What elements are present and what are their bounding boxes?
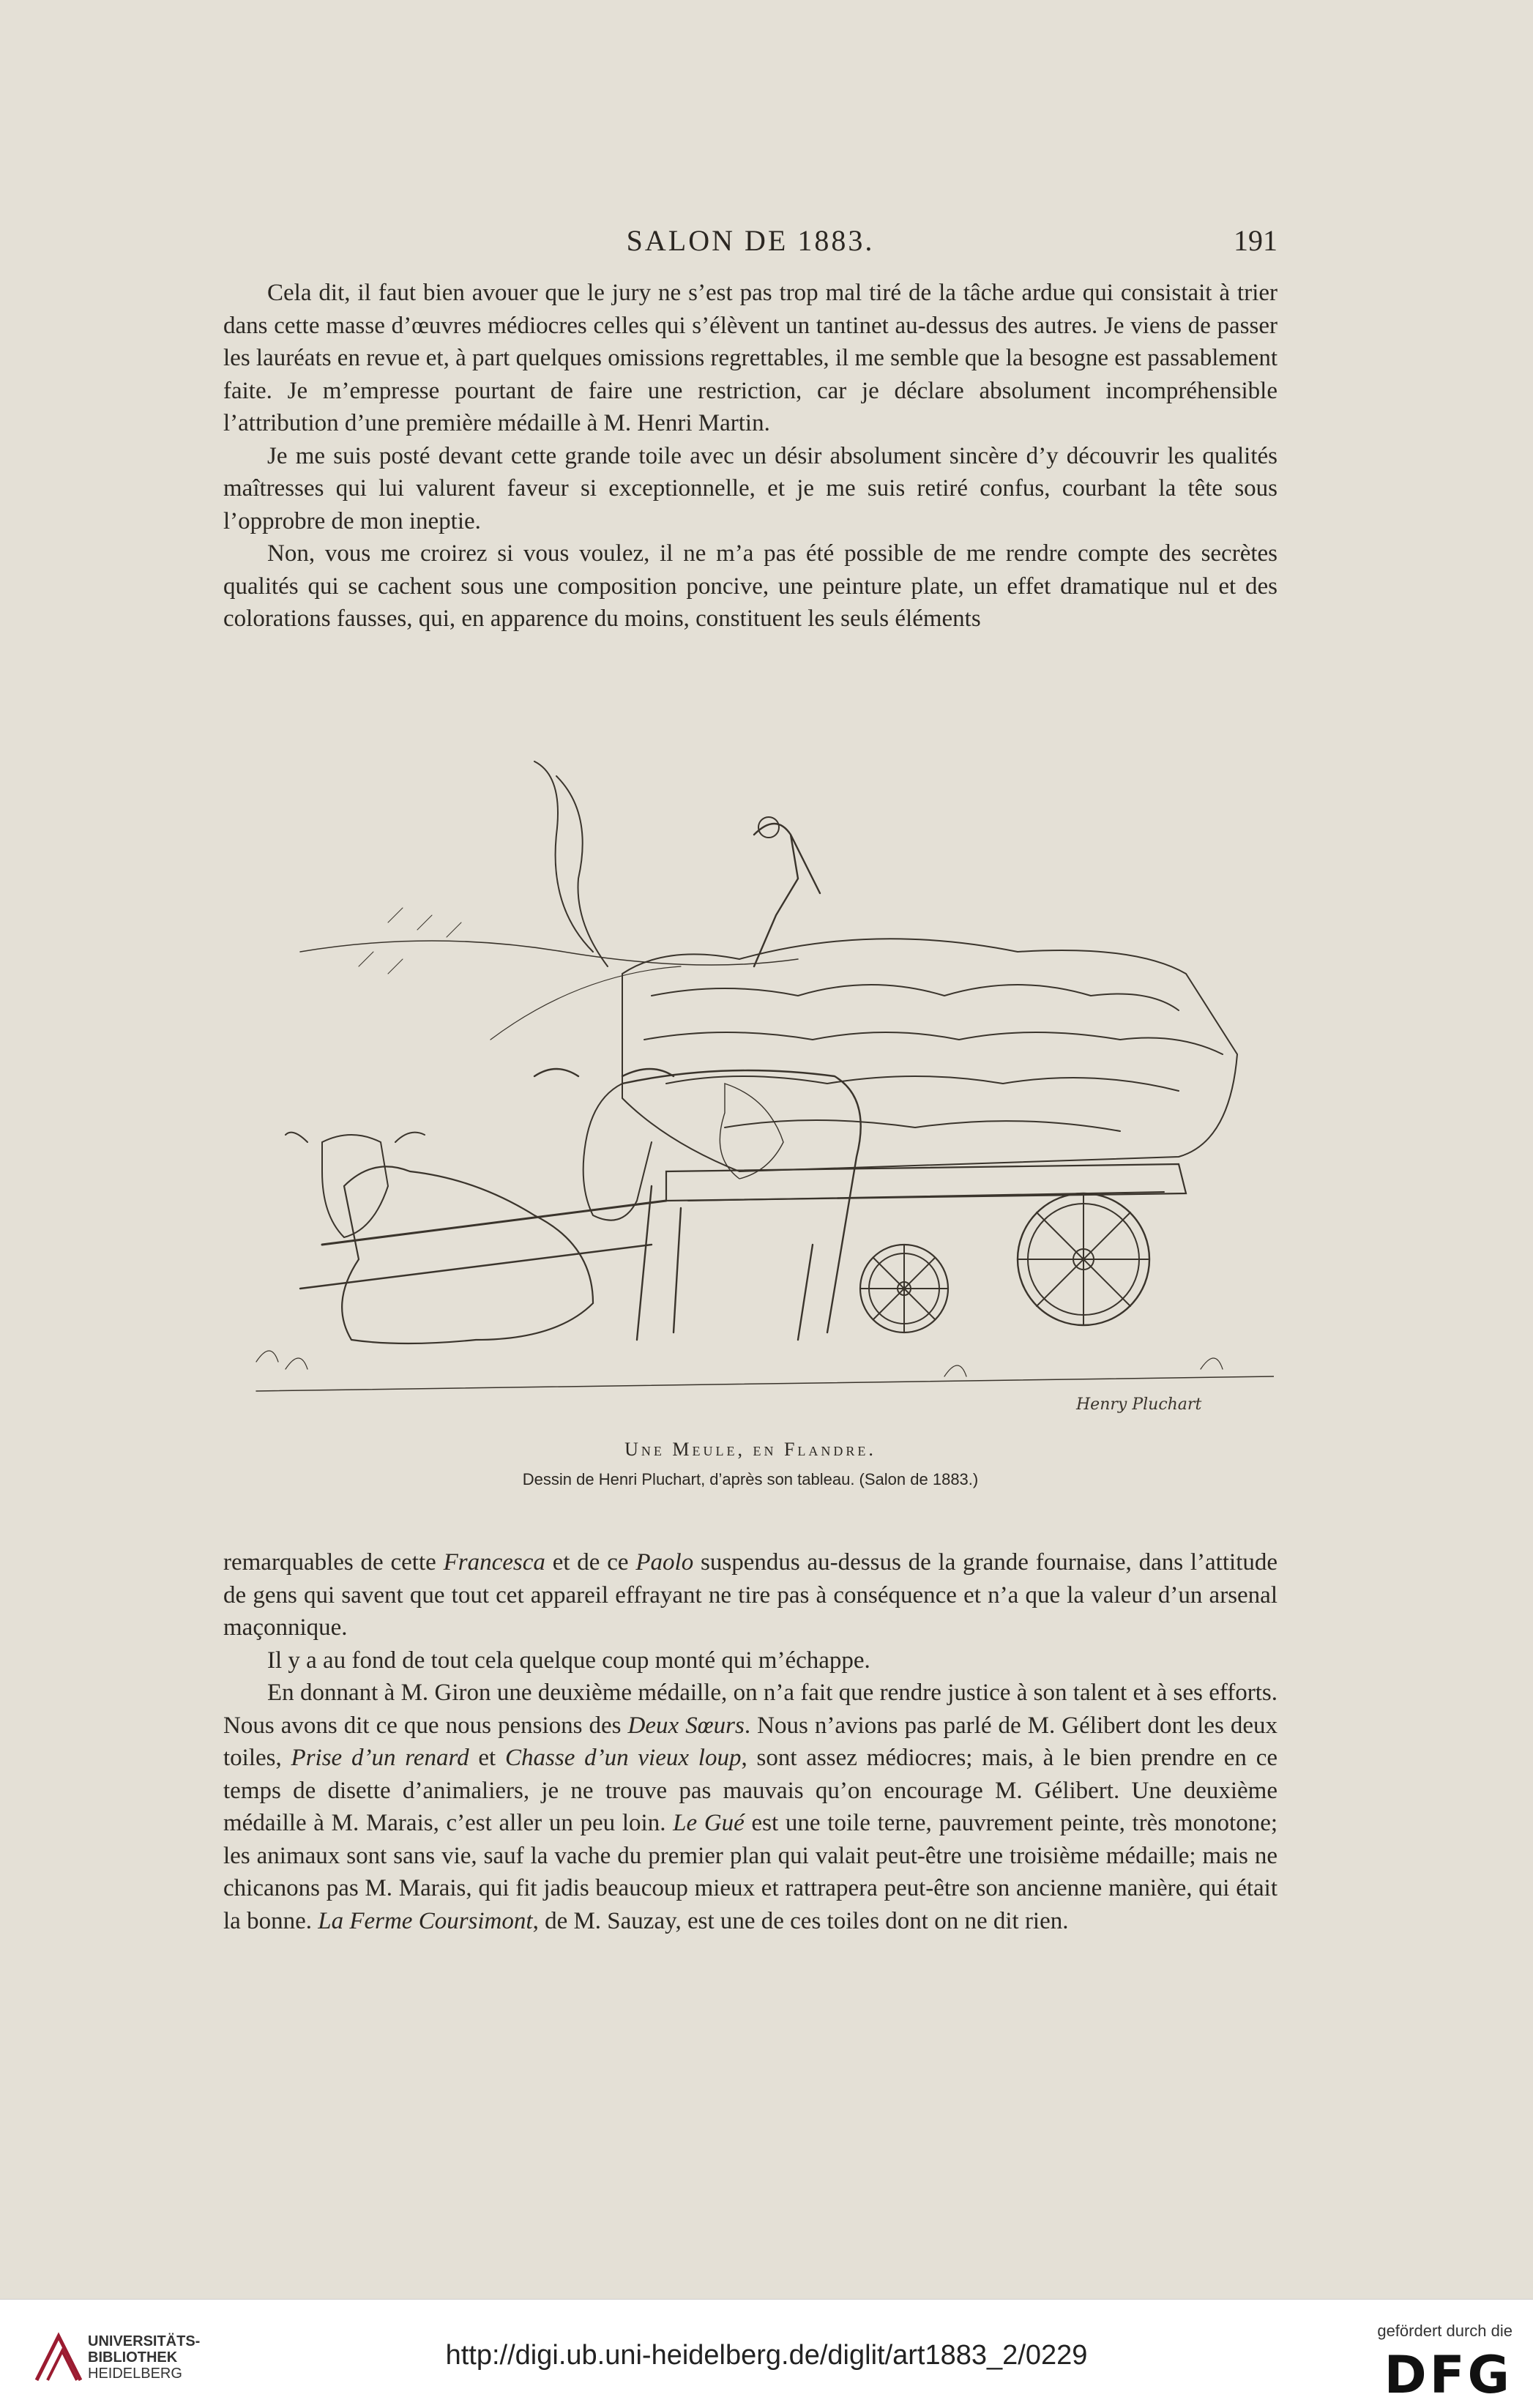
paragraph: Cela dit, il faut bien avouer que le jury ne s’est pas trop mal tiré de la tâche ardue qui consistait à trier dans cette masse d’œuvres médiocres celles qui s’élèvent un tantinet au-dessus des autres. Je viens de passer les lauréats en revue et, à part quelques omissions regrettables, il me semble que la besogne est passablement faite. Je m’empresse pourtant de faire une restriction, car je déclare absolument incompréhensible l’attribution d’une première médaille à M. Henri Martin. (223, 280, 1278, 436)
footer-bar (0, 2299, 1533, 2408)
artist-signature: Henry Pluchart (1076, 1395, 1202, 1414)
paragraph: remarquables de cette Francesca et de ce Paolo suspendus au-dessus de la grande fournaise, dans l’attitude de gens qui savent que tout cet appareil effrayant ne tire pas à conséquence et n’a que la valeur d’un arsenal maçonnique. (223, 1549, 1278, 1641)
dfg-logo: DFG (1384, 2345, 1513, 2405)
figure-caption-credit: Dessin de Henri Pluchart, d’après son tableau. (Salon de 1883.) (522, 1470, 979, 1488)
page-number: 191 (1234, 224, 1278, 257)
body-text-bottom (223, 1546, 1278, 1937)
paragraph: Je me suis posté devant cette grande toile avec un désir absolument sincère d’y découvrir les qualités maîtresses qui lui valurent faveur si exceptionnelle, et je me suis retiré confus, courbant la tête sous l’opprobre de mon ineptie. (223, 442, 1278, 534)
body-text-top (223, 277, 1278, 635)
library-name: UNIVERSITÄTS- BIBLIOTHEK HEIDELBERG (88, 2333, 201, 2382)
funding-note: gefördert durch die (1377, 2322, 1513, 2340)
running-title: SALON DE 1883. (626, 224, 875, 257)
source-url-link[interactable]: http://digi.ub.uni-heidelberg.de/diglit/art1883_2/0229 (445, 2340, 1088, 2371)
page-header (223, 223, 1278, 267)
paragraph: En donnant à M. Giron une deuxième médaille, on n’a fait que rendre justice à son talent et à ses efforts. Nous avons dit ce que nous pensions des Deux Sœurs. Nous n’avions pas parlé de M. Gélibert dont les deux toiles, Prise d’un renard et Chasse d’un vieux loup, sont assez médiocres; mais, à le bien prendre en ce temps de disette d’animaliers, je ne trouve pas mauvais qu’on encourage M. Gélibert. Une deuxième médaille à M. Marais, c’est aller un peu loin. Le Gué est une toile terne, pauvrement peinte, très monotone; les animaux sont sans vie, sauf la vache du premier plan qui valait peut-être une troisième médaille; mais ne chicanons pas M. Marais, qui fit jadis beaucoup mieux et rattrapera peut-être son ancienne manière, qui était la bonne. La Ferme Coursimont, de M. Sauzay, est une de ces toiles dont on ne dit rien. (223, 1680, 1278, 1934)
paragraph: Il y a au fond de tout cela quelque coup monté qui m’échappe. (267, 1647, 870, 1674)
figure-caption-title: Une Meule, en Flandre. (624, 1439, 876, 1460)
illustration-hay-cart (212, 732, 1274, 1450)
paragraph: Non, vous me croirez si vous voulez, il ne m’a pas été possible de me rendre compte des secrètes qualités qui se cachent sous une composition poncive, une peinture plate, un effet dramatique nul et des colorations fausses, qui, en apparence du moins, constituent les seuls éléments (223, 540, 1278, 632)
